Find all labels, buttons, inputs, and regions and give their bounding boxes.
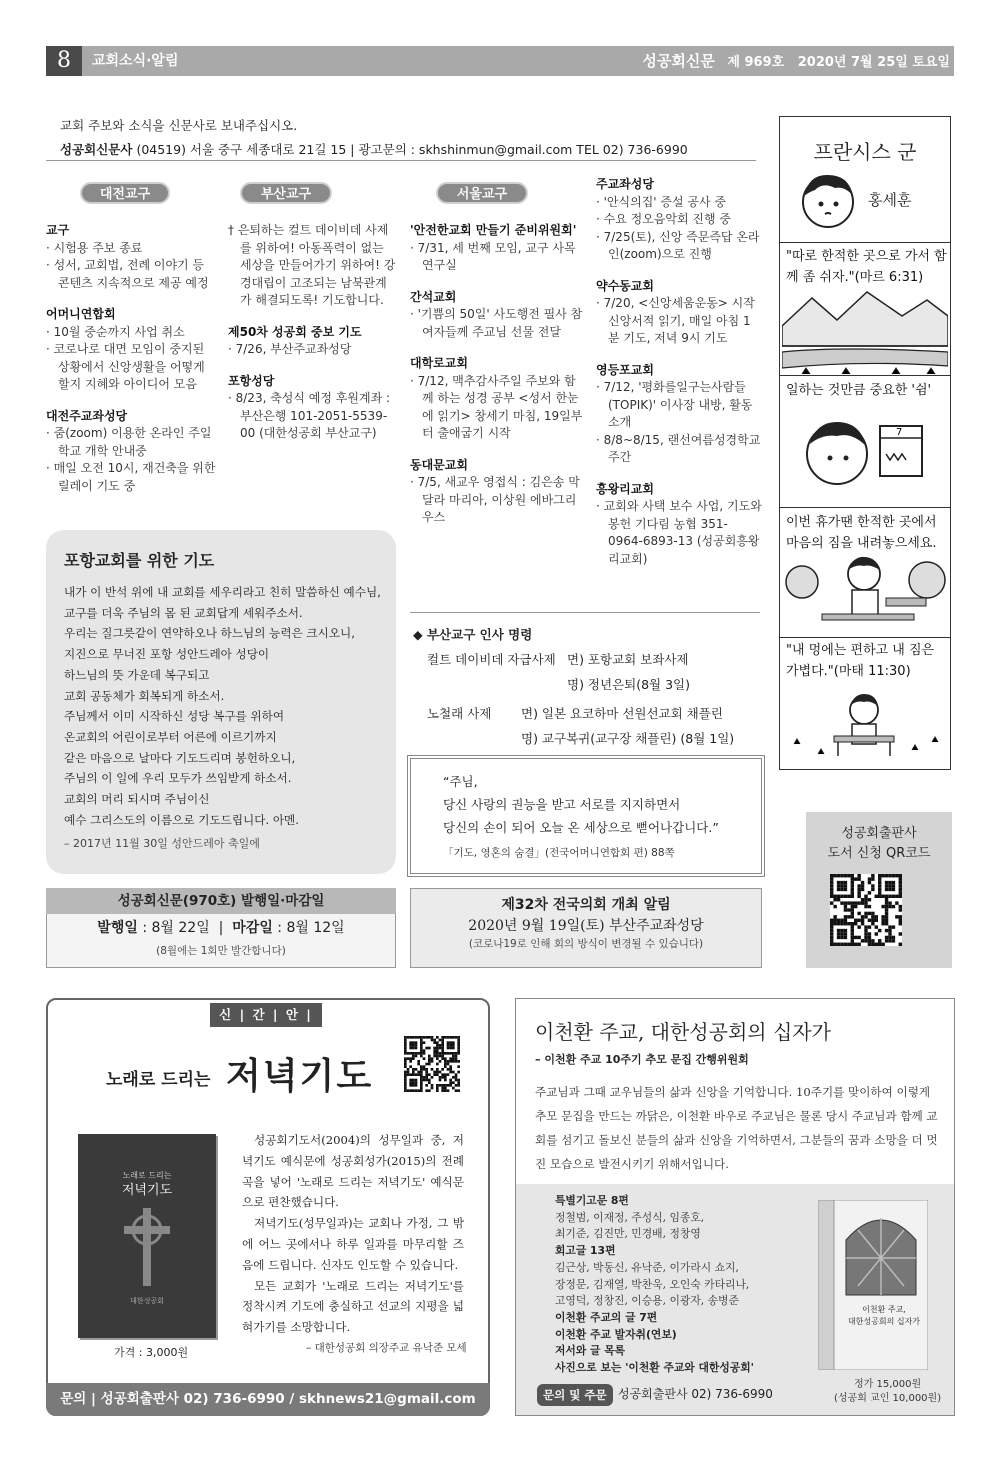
news-item: · 교회와 사택 보수 사업, 기도와 봉헌 기다림 농협 351-0964-6893-13 (성공회흥왕리교회)	[596, 499, 762, 566]
news-block	[46, 306, 218, 394]
contents-item: 정철범, 이재정, 주성식, 임종호,	[555, 1210, 705, 1224]
prayer-line: 같은 마음으로 날마다 기도드리며 봉헌하오니,	[64, 750, 296, 765]
new-book-title: 저녁기도	[226, 1055, 374, 1097]
prayer-line: 교회의 머리 되시며 주님이신	[64, 792, 210, 807]
comic-title: 프란시스 군	[813, 140, 917, 164]
appointment-line: 면) 포항교회 보좌사제	[567, 652, 689, 667]
prayer-line: 우리는 질그릇같이 연약하오나 하느님의 능력은 크시오니,	[64, 626, 355, 641]
issue-date: 2020년 7월 25일 토요일	[797, 55, 950, 70]
notice-contact	[60, 138, 760, 162]
news-block	[228, 324, 396, 359]
qr-line1: 성공회출판사	[841, 826, 917, 841]
prayer-line: 교구를 더욱 주님의 몸 된 교회답게 세워주소서.	[64, 605, 303, 620]
news-heading: 대학로교회	[410, 356, 468, 370]
book-price: 가격 : 3,000원	[114, 1346, 189, 1359]
contents-item: 장정문, 김재열, 박찬욱, 오인숙 카타리나,	[555, 1277, 750, 1291]
news-heading: 어머니연합회	[46, 307, 116, 321]
news-heading: 약수동교회	[596, 278, 654, 293]
news-heading: 주교좌성당	[596, 177, 654, 191]
cover-publisher: 대한성공회	[130, 1296, 164, 1305]
memorial-book-cover	[818, 1200, 928, 1370]
news-heading: 교구	[46, 223, 70, 237]
news-block	[410, 222, 584, 275]
news-item: · 8/8~8/15, 랜선여름성경학교 주간	[596, 432, 761, 464]
quote-source: 「기도, 영혼의 숨결」(전국어머니연합회 편) 88쪽	[443, 847, 675, 859]
new-book-subtitle: 노래로 드리는	[106, 1070, 211, 1090]
new-book-signature: – 대한성공회 의장주교 유낙준 모세	[306, 1342, 467, 1354]
prayer-line: 예수 그리스도의 이름으로 기도드립니다. 아멘.	[64, 812, 299, 827]
issue-dates: 발행일 : 8월 22일 | 마감일 : 8월 12일	[97, 920, 345, 936]
new-book-contact[interactable]: 문의 | 성공회출판사 02) 736-6990 / skhnews21@gmail.com	[46, 1383, 490, 1416]
news-item: · '기쁨의 50일' 사도행전 필사 참여자들께 주교님 선물 전달	[410, 307, 583, 339]
page-number: 8	[46, 46, 82, 76]
column-seoul-a	[410, 222, 584, 527]
news-block	[410, 289, 584, 342]
memorial-subtitle: – 이천환 주교 10주기 추모 문집 간행위원회	[535, 1053, 749, 1066]
issue-number: 제 969호	[727, 55, 785, 70]
synod-note: (코로나19로 인해 회의 방식이 변경될 수 있습니다)	[468, 937, 704, 950]
comic-divider	[780, 637, 950, 638]
quote-line: 당신의 손이 되어 오늘 온 세상으로 뻗어나갑니다.”	[443, 820, 719, 835]
news-heading: 흥왕리교회	[596, 481, 654, 496]
news-item: † 은퇴하는 컬트 데이비데 사제를 위하여! 아동폭력이 없는 세상을 만들어가기 위하여! 강경대립이 고조되는 남북관계가 해결되도록! 기도합니다.	[228, 223, 396, 307]
comic-author: 홍세훈	[868, 191, 912, 209]
comic-caption-1: "따로 한적한 곳으로 가서 함께 좀 쉬자."(마르 6:31)	[786, 249, 947, 285]
appointment-row	[427, 647, 763, 697]
prayer-line: 교회 공동체가 회복되게 하소서.	[64, 688, 225, 703]
contents-item: 회고글 13편	[555, 1244, 616, 1258]
mountain-landscape-icon	[782, 286, 948, 378]
prayer-line: 내가 이 반석 위에 내 교회를 세우리라고 친히 말씀하신 예수님,	[64, 585, 381, 599]
news-item: · 매일 오전 10시, 재건축을 위한 릴레이 기도 중	[46, 461, 216, 493]
news-heading: 제50차 성공회 중보 기도	[228, 324, 362, 339]
appointment-row	[427, 701, 763, 751]
new-book-body	[242, 1130, 464, 1338]
cover-subtitle: 노래로 드리는	[122, 1171, 172, 1180]
appointment-line: 명) 정년은퇴(8월 3일)	[567, 677, 691, 692]
column-daejeon	[46, 222, 218, 495]
pub-label: 발행일	[97, 920, 138, 936]
book-cover	[78, 1134, 216, 1338]
memorial-title: 이천환 주교, 대한성공회의 십자가	[535, 1020, 831, 1044]
price-line: (성공회 교인 10,000원)	[834, 1393, 942, 1404]
paragraph: 성공회기도서(2004)의 성무일과 중, 저녁기도 예식문에 성공회성가(2015)의 전례곡을 넣어 '노래로 드리는 저녁기도' 예식문으로 편찬했습니다.	[242, 1133, 464, 1210]
separator: |	[218, 920, 224, 936]
close-date: 8월 12일	[286, 920, 345, 936]
news-item: · 코로나로 대면 모임이 중지된 상황에서 신앙생활을 어떻게 할지 지혜와 아이디어 모음	[46, 342, 205, 391]
news-item: · 7/5, 새교우 영접식 : 김은송 막달라 마리아, 이상원 에바그리우스	[410, 475, 580, 524]
news-item: · '안식의집' 증설 공사 중	[596, 194, 726, 209]
notice-address: (04519) 서울 중구 세종대로 21길 15 | 광고문의 : skhshinmun@gmail.com TEL 02) 736-6990	[136, 142, 688, 157]
news-item: · 7/26, 부산주교좌성당	[228, 342, 352, 356]
close-label: 마감일	[232, 920, 273, 936]
price-line: 정가 15,000원	[853, 1379, 922, 1390]
news-heading: 동대문교회	[410, 457, 468, 472]
news-item: · 7/20, <신앙세움운동> 시작 신앙서적 읽기, 매일 아침 1분 기도, 저녁 9시 기도	[596, 296, 755, 345]
cover-line: 이천환 주교,	[862, 1305, 906, 1314]
cover-title: 저녁기도	[121, 1182, 173, 1198]
prayer-line: 하느님의 뜻 가운데 복구되고	[64, 667, 210, 682]
paragraph: 저녁기도(성무일과)는 교회나 가정, 그 밖에 어느 곳에서나 하루 일과를 마무리할 즈음에 드립니다. 신자도 인도할 수 있습니다.	[242, 1216, 464, 1272]
memorial-contents-list	[555, 1193, 775, 1377]
news-heading: 포항성당	[228, 373, 275, 388]
news-block	[596, 362, 762, 467]
order-button[interactable]: 문의 및 주문	[537, 1384, 613, 1406]
francis-face-icon	[795, 166, 861, 232]
news-block	[410, 355, 584, 443]
qr-line2: 도서 신청 QR코드	[827, 846, 931, 861]
news-item: · 7/12, 맥추감사주일 주보와 함께 하는 성경 공부 <성서 한눈에 읽기> 창세기 마침, 19일부터 출애굽기 시작	[410, 373, 583, 440]
issue-note: (8월에는 1회만 발간합니다)	[156, 945, 286, 957]
quote-text	[443, 770, 753, 839]
prayer-body	[64, 582, 384, 830]
appointment-detail	[521, 701, 734, 751]
order-phone: 성공회출판사 02) 736-6990	[618, 1387, 773, 1401]
memorial-body: 주교님과 그때 교우님들의 삶과 신앙을 기억합니다. 10주기를 맞이하여 이렇게 추모 문집을 만드는 까닭은, 이천환 바우로 주교님은 물론 당시 주교님과 함께 교회를 섬기고 돌보신 분들의 삶과 신앙을 기억하면서, 그분들의 꿈과 소망을 더 멋진 모습으로 발전시키기 위해서입니다.	[535, 1085, 938, 1171]
pub-date: 8월 22일	[151, 920, 210, 936]
news-item: · 수요 정오음악회 진행 중	[596, 212, 731, 226]
contents-item: 고영덕, 정창진, 이승용, 이광자, 송병준	[555, 1294, 739, 1308]
prayer-title: 포항교회를 위한 기도	[64, 551, 215, 570]
section-title: 교회소식·알림	[92, 53, 179, 69]
masthead	[642, 46, 950, 76]
stained-glass-icon	[818, 1200, 928, 1370]
contents-item: 특별기고문 8편	[555, 1194, 629, 1207]
news-block	[46, 222, 218, 292]
appointee-name: 노철래 사제	[427, 706, 492, 721]
news-block	[228, 222, 396, 310]
contents-item: 사진으로 보는 '이천환 주교와 대한성공회'	[555, 1361, 754, 1375]
qr-code[interactable]	[404, 1036, 460, 1092]
comic-divider	[780, 507, 950, 508]
news-heading: 간석교회	[410, 289, 457, 304]
comic-caption-2: 일하는 것만큼 중요한 '쉼'	[786, 383, 932, 398]
prayer-line: 주님께서 이미 시작하신 성당 복구를 위하여	[64, 709, 285, 724]
appointment-detail	[567, 647, 690, 697]
paragraph: 모든 교회가 '노래로 드리는 저녁기도'를 정착시켜 기도에 충실하고 선교의 지평을 넓혀가기를 소망합니다.	[242, 1278, 464, 1335]
new-book-tab: 신 | 간 | 안 | 내	[210, 1003, 322, 1027]
quote-line: “주님,	[443, 774, 478, 789]
contents-item: 김근상, 박동신, 유낙준, 이가라시 쇼지,	[555, 1260, 739, 1274]
issue-box-title: 성공회신문(970호) 발행일·마감일	[46, 888, 396, 914]
memorial-price	[834, 1378, 941, 1406]
appointment-heading: ◆ 부산교구 인사 명령	[413, 627, 533, 642]
francis-calendar-icon	[782, 404, 948, 504]
francis-reading-bench-icon	[782, 552, 948, 634]
news-block	[410, 457, 584, 527]
synod-notice	[410, 888, 762, 968]
prayer-line: 주님의 이 일에 우리 모두가 쓰임받게 하소서.	[64, 771, 292, 786]
news-item: · 7/12, '평화를일구는사람들 (TOPIK)' 이사장 내방, 활동 소개	[596, 380, 753, 429]
column-seoul-b	[596, 176, 762, 568]
appointee-name: 컬트 데이비데 자급사제	[427, 652, 556, 667]
appointment-line: 명) 교구복귀(교구장 채플린) (8월 1일)	[521, 731, 735, 746]
cover-line: 대한성공회의 십자가	[847, 1317, 921, 1326]
news-block	[596, 481, 762, 569]
pill-seoul: 서울교구	[436, 182, 528, 204]
quote-line: 당신 사랑의 권능을 받고 서로를 지지하면서	[443, 797, 681, 812]
news-item: · 7/31, 세 번째 모임, 교구 사목연구실	[410, 240, 576, 272]
francis-bench-icon	[782, 684, 948, 764]
news-block	[596, 278, 762, 348]
news-block	[46, 408, 218, 496]
appointment-line: 면) 일본 요코하마 선원선교회 채플린	[521, 706, 723, 721]
svg-text:7: 7	[896, 427, 903, 438]
pill-busan: 부산교구	[240, 182, 332, 204]
notice-line: 교회 주보와 소식을 신문사로 보내주십시오.	[60, 118, 298, 133]
prayer-footer: – 2017년 11월 30일 성안드레아 축일에	[64, 837, 260, 850]
contents-item: 저서와 글 목록	[555, 1344, 626, 1358]
news-heading: 대전주교좌성당	[46, 408, 128, 423]
memorial-cover-title	[844, 1304, 924, 1328]
divider	[410, 612, 760, 613]
news-block	[228, 373, 396, 443]
pill-daejeon: 대전교구	[80, 182, 170, 204]
synod-date: 2020년 9월 19일(토) 부산주교좌성당	[468, 918, 704, 935]
comic-caption-3: 이번 휴가땐 한적한 곳에서 마음의 짐을 내려놓으세요.	[786, 515, 937, 551]
news-item: · 성서, 교회법, 전례 이야기 등 콘텐츠 지속적으로 제공 예정	[46, 258, 209, 290]
celtic-cross-icon	[78, 1200, 216, 1290]
news-item: · 7/25(토), 신앙 즉문즉답 온라인(zoom)으로 진행	[596, 229, 760, 261]
prayer-line: 온교회의 어린이로부터 어른에 이르기까지	[64, 729, 277, 744]
qr-code[interactable]	[830, 874, 902, 946]
news-item: · 8/23, 축성식 예정 후원계좌 : 부산은행 101-2051-5539-00 (대한성공회 부산교구)	[228, 391, 391, 440]
comic-caption-4: "내 멍에는 편하고 내 짐은 가볍다."(마태 11:30)	[786, 643, 935, 679]
contents-item: 이천환 주교의 글 7편	[555, 1310, 658, 1324]
comic-divider	[780, 242, 950, 243]
appointment-notice	[413, 622, 763, 751]
notice-org: 성공회신문사	[60, 142, 133, 157]
news-item: · 10월 중순까지 사업 취소	[46, 324, 185, 339]
column-busan	[228, 222, 396, 443]
news-block	[596, 176, 762, 264]
contents-item: 최기준, 김진만, 민경배, 정창영	[555, 1227, 701, 1241]
synod-title: 제32차 전국의회 개최 알림	[501, 897, 671, 913]
submission-notice	[60, 114, 760, 162]
news-heading: 영등포교회	[596, 362, 654, 377]
divider	[46, 160, 756, 161]
prayer-line: 지진으로 무너진 포항 성안드레아 성당이	[64, 647, 270, 662]
news-item: · 시험용 주보 종료	[46, 240, 143, 255]
contents-item: 이천환 주교 발자취(연보)	[555, 1327, 677, 1341]
publication-name: 성공회신문	[642, 52, 715, 70]
news-item: · 줌(zoom) 이용한 온라인 주일 학교 개학 안내중	[46, 426, 212, 458]
news-heading: '안전한교회 만들기 준비위원회'	[410, 223, 577, 237]
